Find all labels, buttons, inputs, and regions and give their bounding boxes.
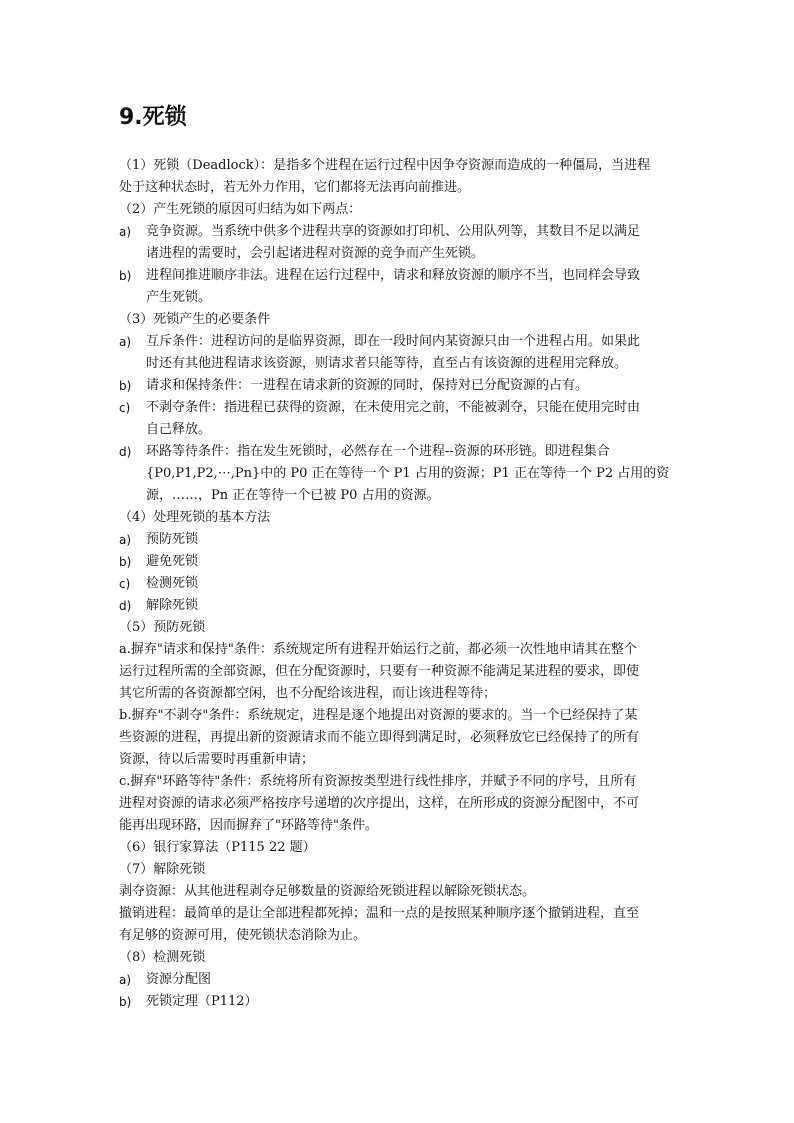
text-line: 检测死锁 <box>146 576 199 591</box>
text-line: a.摒弃"请求和保持"条件：系统规定所有进程开始运行之前，都必须一次性地申请其在整个 <box>119 642 637 657</box>
section-heading-prevention: （5）预防死锁 <box>119 620 206 635</box>
list-label: b) <box>119 379 132 393</box>
list-label: c) <box>119 401 131 415</box>
text-line: 其它所需的各资源都空闲，也不分配给该进程，而让该进程等待； <box>119 686 497 701</box>
list-item <box>119 441 679 507</box>
text-line: 时还有其他进程请求该资源，则请求者只能等待，直至占有该资源的进程用完释放。 <box>146 356 628 371</box>
section-heading-bankers: （6）银行家算法（P115 22 题） <box>119 840 316 855</box>
text-line: 资源，待以后需要时再重新申请； <box>119 752 315 767</box>
deadlock-definition <box>119 155 679 199</box>
text-line: 剥夺资源：从其他进程剥夺足够数量的资源给死锁进程以解除死锁状态。 <box>119 884 536 899</box>
text-line: {P0,P1,P2,⋯,Pn}中的 P0 正在等待一个 P1 占用的资源；P1 正在等待一个 P2 占用的资 <box>146 466 670 481</box>
text-line: 诸进程的需要时，会引起诸进程对资源的竞争而产生死锁。 <box>146 246 485 261</box>
list-label: a) <box>119 973 132 987</box>
list-label: b) <box>119 269 132 283</box>
list-label: d) <box>119 599 132 613</box>
list-label: c) <box>119 577 131 591</box>
list-item <box>119 551 679 573</box>
text-line: 资源分配图 <box>146 972 212 987</box>
text-line: 死锁定理（P112） <box>146 994 258 1009</box>
list-item <box>119 331 679 375</box>
section-heading-recovery: （7）解除死锁 <box>119 862 206 877</box>
list-item <box>119 221 679 265</box>
section-heading-conditions: （3）死锁产生的必要条件 <box>119 312 271 327</box>
list-item <box>119 375 679 397</box>
list-item <box>119 397 679 441</box>
paragraph <box>119 903 679 947</box>
text-line: b.摒弃"不剥夺"条件：系统规定，进程是逐个地提出对资源的要求的。当一个已经保持了某 <box>119 708 638 723</box>
list-label: b) <box>119 995 132 1009</box>
list-item <box>119 529 679 551</box>
list-label: a) <box>119 533 132 547</box>
section-heading-causes: （2）产生死锁的原因可归结为如下两点： <box>119 202 362 217</box>
text-line: 源，……，Pn 正在等待一个已被 P0 占用的资源。 <box>146 488 440 503</box>
text-line: 避免死锁 <box>146 554 199 569</box>
text-line: 自己释放。 <box>146 422 212 437</box>
paragraph <box>119 771 679 837</box>
section-heading-methods: （4）处理死锁的基本方法 <box>119 510 271 525</box>
paragraph <box>119 639 679 705</box>
text-line: 产生死锁。 <box>146 290 212 305</box>
list-label: a) <box>119 335 132 349</box>
list-item <box>119 573 679 595</box>
text-line: 竞争资源。当系统中供多个进程共享的资源如打印机、公用队列等，其数目不足以满足 <box>146 224 641 239</box>
list-label: a) <box>119 225 132 239</box>
list-item <box>119 991 679 1013</box>
list-item <box>119 969 679 991</box>
text-line: 有足够的资源可用，使死锁状态消除为止。 <box>119 928 367 943</box>
paragraph <box>119 881 679 903</box>
text-line: 些资源的进程，再提出新的资源请求而不能立即得到满足时，必须释放它已经保持了的所有 <box>119 730 640 745</box>
text-line: 不剥夺条件：指进程已获得的资源，在未使用完之前，不能被剥夺，只能在使用完时由 <box>146 400 641 415</box>
text-line: c.摒弃"环路等待"条件：系统将所有资源按类型进行线性排序，并赋予不同的序号，且所有 <box>119 774 637 789</box>
text-line: 能再出现环路，因而摒弃了"环路等待"条件。 <box>119 818 378 833</box>
list-label: b) <box>119 555 132 569</box>
text-line: 处于这种状态时，若无外力作用，它们都将无法再向前推进。 <box>119 180 471 195</box>
text-line: 运行过程所需的全部资源，但在分配资源时，只要有一种资源不能满足某进程的要求，即使 <box>119 664 640 679</box>
list-label: d) <box>119 445 132 459</box>
text-line: 互斥条件：进程访问的是临界资源，即在一段时间内某资源只由一个进程占用。如果此 <box>146 334 641 349</box>
page-title: 9.死锁 <box>119 105 187 130</box>
list-item <box>119 265 679 309</box>
text-line: 环路等待条件：指在发生死锁时，必然存在一个进程--资源的环形链。即进程集合 <box>146 444 610 459</box>
text-line: （1）死锁（Deadlock）：是指多个进程在运行过程中因争夺资源而造成的一种僵局，当进程 <box>119 158 651 173</box>
text-line: 解除死锁 <box>146 598 199 613</box>
text-line: 进程对资源的请求必须严格按序号递增的次序提出，这样，在所形成的资源分配图中，不可 <box>119 796 640 811</box>
paragraph <box>119 705 679 771</box>
text-line: 请求和保持条件：一进程在请求新的资源的同时，保持对已分配资源的占有。 <box>146 378 589 393</box>
document-body <box>119 155 679 1013</box>
text-line: 进程间推进顺序非法。进程在运行过程中，请求和释放资源的顺序不当，也同样会导致 <box>146 268 641 283</box>
section-heading-detection: （8）检测死锁 <box>119 950 206 965</box>
text-line: 预防死锁 <box>146 532 199 547</box>
text-line: 撤销进程：最简单的是让全部进程都死掉；温和一点的是按照某种顺序逐个撤销进程，直至 <box>119 906 640 921</box>
list-item <box>119 595 679 617</box>
